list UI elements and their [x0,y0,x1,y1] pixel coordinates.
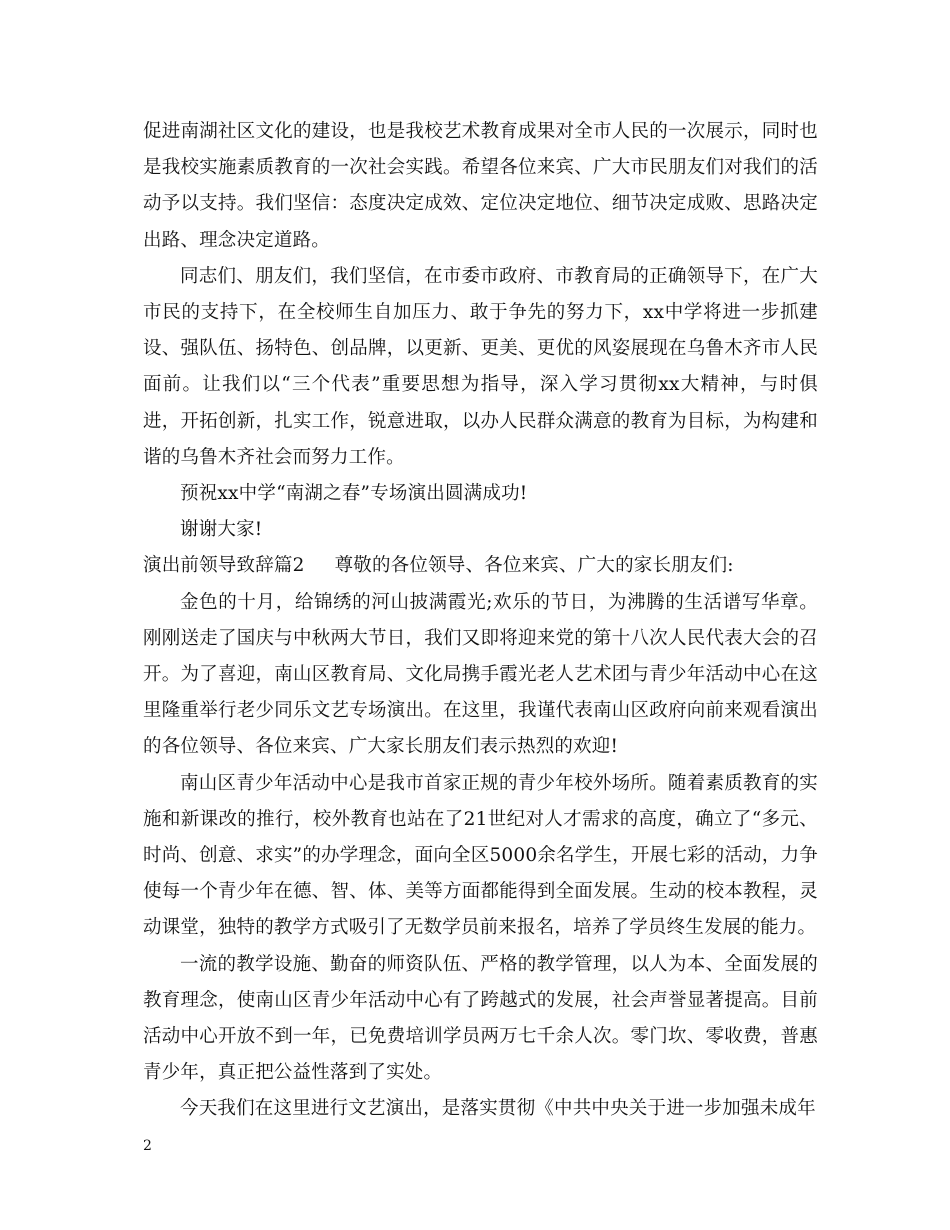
paragraph: 南山区青少年活动中心是我市首家正规的青少年校外场所。随着素质教育的实施和新课改的推行，校外教育也站在了21世纪对人才需求的高度，确立了“多元、时尚、创意、求实”的办学理念，面向全区5000余名学生，开展七彩的活动，力争使每一个青少年在德、智、体、美等方面都能得到全面发展。生动的校本教程，灵动课堂，独特的教学方式吸引了无数学员前来报名，培养了学员终生发展的能力。 [143,772,818,939]
paragraph: 同志们、朋友们，我们坚信，在市委市政府、市教育局的正确领导下，在广大市民的支持下，在全校师生自加压力、敢于争先的努力下，xx中学将进一步抓建设、强队伍、扬特色、创品牌，以更新、更美、更优的风姿展现在乌鲁木齐市人民面前。让我们以“三个代表”重要思想为指导，深入学习贯彻xx大精神，与时俱进，开拓创新，扎实工作，锐意进取，以办人民群众满意的教育为目标，为构建和谐的乌鲁木齐社会而努力工作。 [143,265,818,468]
page-number: 2 [143,1138,152,1154]
salutation: 尊敬的各位领导、各位来宾、广大的家长朋友们: [334,555,734,577]
paragraph: 今天我们在这里进行文艺演出，是落实贯彻《中共中央关于进一步加强未成年 [180,1098,816,1120]
paragraph: 预祝xx中学“南湖之春”专场演出圆满成功! [180,483,528,505]
document-body [143,114,818,1128]
paragraph: 促进南湖社区文化的建设，也是我校艺术教育成果对全市人民的一次展示，同时也是我校实施素质教育的一次社会实践。希望各位来宾、广大市民朋友们对我们的活动予以支持。我们坚信：态度决定成效、定位决定地位、细节决定成败、思路决定出路、理念决定道路。 [143,121,818,251]
section-title: 演出前领导致辞篇2 [143,555,305,577]
paragraph: 一流的教学设施、勤奋的师资队伍、严格的教学管理，以人为本、全面发展的教育理念，使南山区青少年活动中心有了跨越式的发展，社会声誉显著提高。目前活动中心开放不到一年，已免费培训学员两万七千余人次。零门坎、零收费，普惠青少年，真正把公益性落到了实处。 [143,953,818,1084]
section-heading [143,548,818,584]
paragraph: 金色的十月，给锦绣的河山披满霞光;欢乐的节日，为沸腾的生活谱写华章。刚刚送走了国庆与中秋两大节日，我们又即将迎来党的第十八次人民代表大会的召开。为了喜迎，南山区教育局、文化局携手霞光老人艺术团与青少年活动中心在这里隆重举行老少同乐文艺专场演出。在这里，我谨代表南山区政府向前来观看演出的各位领导、各位来宾、广大家长朋友们表示热烈的欢迎! [143,591,818,758]
paragraph: 谢谢大家! [180,519,263,541]
